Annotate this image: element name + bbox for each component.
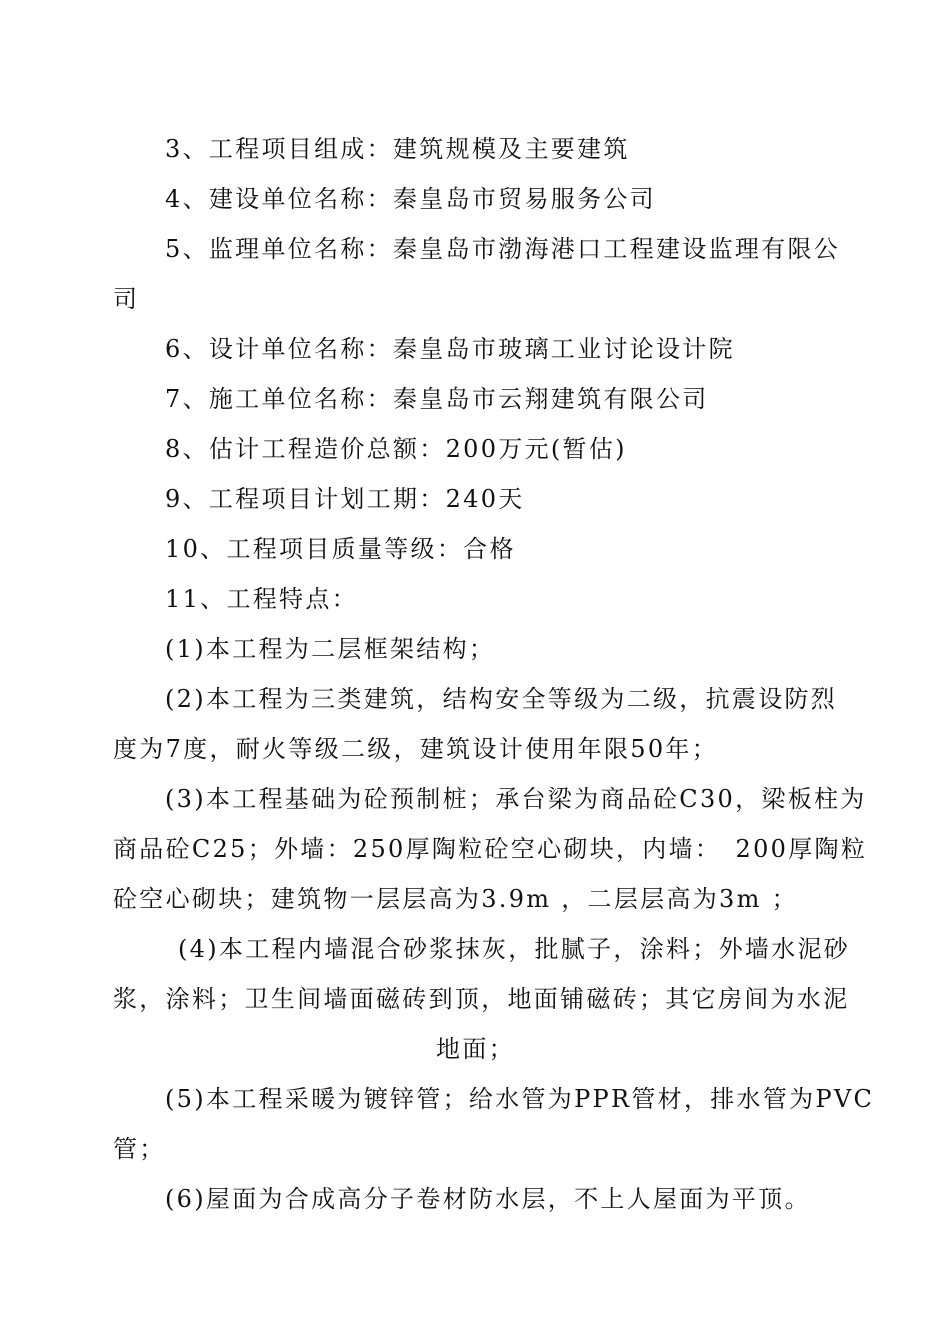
item-7-contractor-name: 7、施工单位名称：秦皇岛市云翔建筑有限公司 [165,385,709,413]
feature-3-line-3: 砼空心砌块；建筑物一层层高为3.9m ，二层层高为3m ； [113,885,798,913]
feature-4-line-2: 浆，涂料；卫生间墙面磁砖到顶，地面铺磁砖；其它房间为水泥 [113,985,850,1013]
item-5-supervisor-name: 5、监理单位名称：秦皇岛市渤海港口工程建设监理有限公 [165,235,841,263]
feature-3-line-1: (3)本工程基础为砼预制桩；承台梁为商品砼C30，梁板柱为 [165,785,867,813]
item-10-quality-grade: 10、工程项目质量等级：合格 [165,535,516,563]
item-3-project-composition: 3、工程项目组成：建筑规模及主要建筑 [165,135,630,163]
feature-4-line-3: 地面； [436,1035,515,1063]
feature-1: (1)本工程为二层框架结构； [165,635,496,663]
feature-2-line-1: (2)本工程为三类建筑，结构安全等级为二级，抗震设防烈 [165,685,838,713]
feature-5-line-2: 管； [113,1135,166,1163]
item-9-planned-duration: 9、工程项目计划工期：240天 [165,485,525,513]
item-4-owner-name: 4、建设单位名称：秦皇岛市贸易服务公司 [165,185,656,213]
feature-3-line-2: 商品砼C25；外墙：250厚陶粒砼空心砌块，内墙： 200厚陶粒 [113,835,868,863]
item-8-estimated-cost: 8、估计工程造价总额：200万元(暂估) [165,435,627,463]
feature-4-line-1: (4)本工程内墙混合砂浆抹灰，批腻子，涂料；外墙水泥砂 [178,935,851,963]
item-6-designer-name: 6、设计单位名称：秦皇岛市玻璃工业讨论设计院 [165,335,735,363]
item-11-features-heading: 11、工程特点： [165,585,358,613]
feature-5-line-1: (5)本工程采暖为镀锌管；给水管为PPR管材，排水管为PVC [165,1085,875,1113]
item-5-supervisor-name-cont: 司 [113,285,140,313]
feature-6: (6)屋面为合成高分子卷材防水层，不上人屋面为平顶。 [165,1185,811,1213]
feature-2-line-2: 度为7度，耐火等级二级，建筑设计使用年限50年； [113,735,719,763]
